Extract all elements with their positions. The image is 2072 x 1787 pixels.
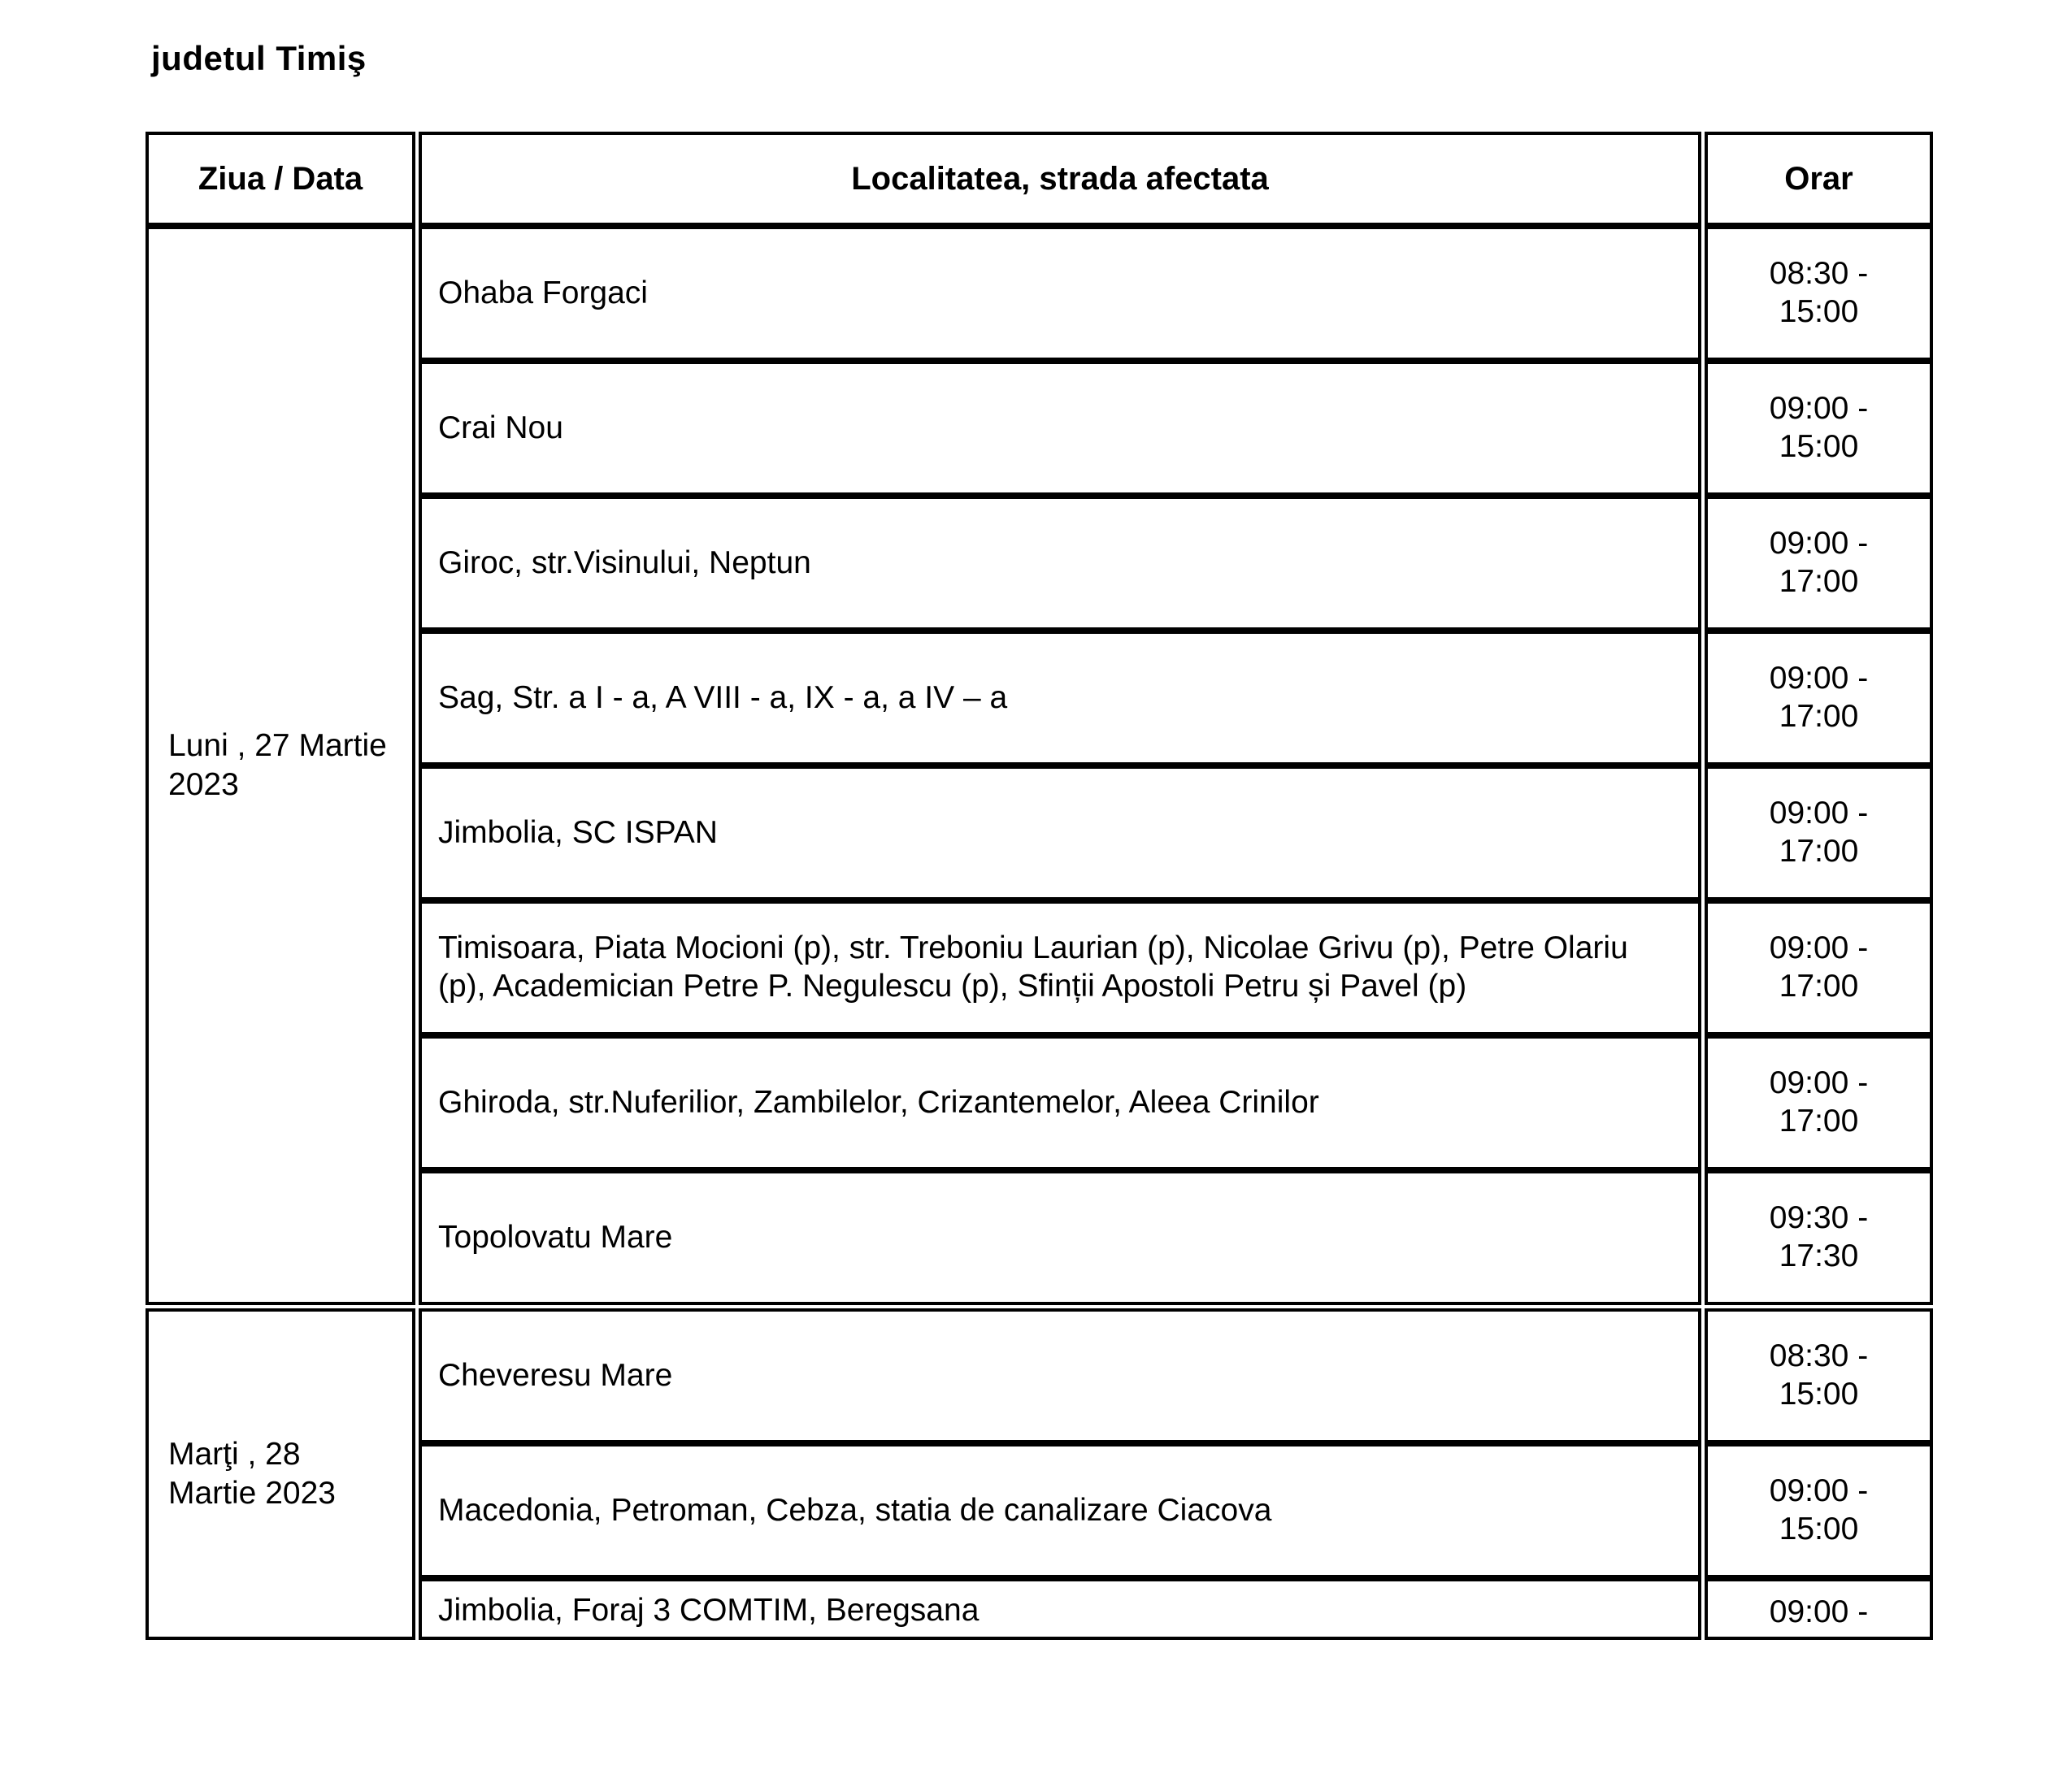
header-cell-locality [419,132,1701,226]
locality-text: Macedonia, Petroman, Cebza, statia de canalizare Ciacova [438,1492,1272,1528]
schedule-cell [1705,361,1933,496]
locality-text: Sag, Str. a I - a, A VIII - a, IX - a, a IV – a [438,679,1008,715]
locality-cell [419,1035,1701,1170]
day-label-line: Luni , 27 Martie [168,728,387,764]
locality-text: Cheveresu Mare [438,1357,673,1393]
day-section-2 [146,1308,1933,1640]
locality-text: Giroc, str.Visinului, Neptun [438,544,811,580]
schedule-cell [1705,900,1933,1035]
table-header-row [146,132,1933,226]
schedule-table [146,132,1933,1640]
schedule-cell [1705,226,1933,361]
locality-text: Timisoara, Piata Mocioni (p), str. Treboniu Laurian (p), Nicolae Grivu (p), Petre Olariu (p), Academician Petre P. Negulescu (p), Sfinții Apostoli Petru și Pavel (p) [438,930,1628,1004]
schedule-text: 09:00 - 15:00 [1769,1473,1869,1546]
day-label-line: Martie 2023 [168,1476,336,1511]
locality-cell [419,226,1701,361]
header-cell-schedule [1705,132,1933,226]
header-day-label: Ziua / Data [198,160,363,197]
table-body [146,226,1933,1640]
schedule-text: 09:30 - 17:30 [1769,1200,1869,1273]
locality-cell [419,1308,1701,1443]
day-section-1 [146,226,1933,1305]
day-cell [146,226,415,1305]
locality-cell [419,496,1701,631]
locality-cell [419,361,1701,496]
schedule-cell [1705,631,1933,766]
header-schedule-label: Orar [1784,160,1853,197]
locality-cell [419,900,1701,1035]
schedule-text: 09:00 - 17:00 [1769,796,1869,869]
locality-text: Jimbolia, SC ISPAN [438,814,718,850]
locality-cell [419,1443,1701,1578]
locality-cell [419,766,1701,900]
locality-text: Ohaba Forgaci [438,275,648,310]
schedule-text: 09:00 - 17:00 [1769,526,1869,599]
schedule-text: 08:30 - 15:00 [1769,256,1869,329]
schedule-text: 09:00 - 17:00 [1769,930,1869,1004]
schedule-text: 08:30 - 15:00 [1769,1338,1869,1412]
locality-text: Jimbolia, Foraj 3 COMTIM, Beregsana [438,1593,980,1629]
schedule-text: 09:00 - 17:00 [1769,661,1869,734]
page-title: judetul Timiş [151,39,367,77]
schedule-cell [1705,1308,1933,1443]
locality-text: Topolovatu Mare [438,1219,673,1255]
schedule-text: 09:00 - 15:00 [1769,391,1869,464]
schedule-cell [1705,1170,1933,1305]
day-label-line: Marţi , 28 [168,1437,301,1473]
schedule-text: 09:00 - [1769,1594,1869,1630]
schedule-cell [1705,496,1933,631]
locality-text: Ghiroda, str.Nuferilior, Zambilelor, Crizantemelor, Aleea Crinilor [438,1084,1319,1120]
day-label-line: 2023 [168,767,239,802]
schedule-cell [1705,1035,1933,1170]
locality-cell [419,1170,1701,1305]
schedule-cell [1705,1443,1933,1578]
day-cell [146,1308,415,1640]
header-locality-label: Localitatea, strada afectata [851,160,1269,197]
locality-cell [419,1578,1701,1640]
schedule-cell [1705,1578,1933,1640]
schedule-text: 09:00 - 17:00 [1769,1065,1869,1139]
header-cell-day [146,132,415,226]
locality-cell [419,631,1701,766]
locality-text: Crai Nou [438,410,563,445]
schedule-cell [1705,766,1933,900]
